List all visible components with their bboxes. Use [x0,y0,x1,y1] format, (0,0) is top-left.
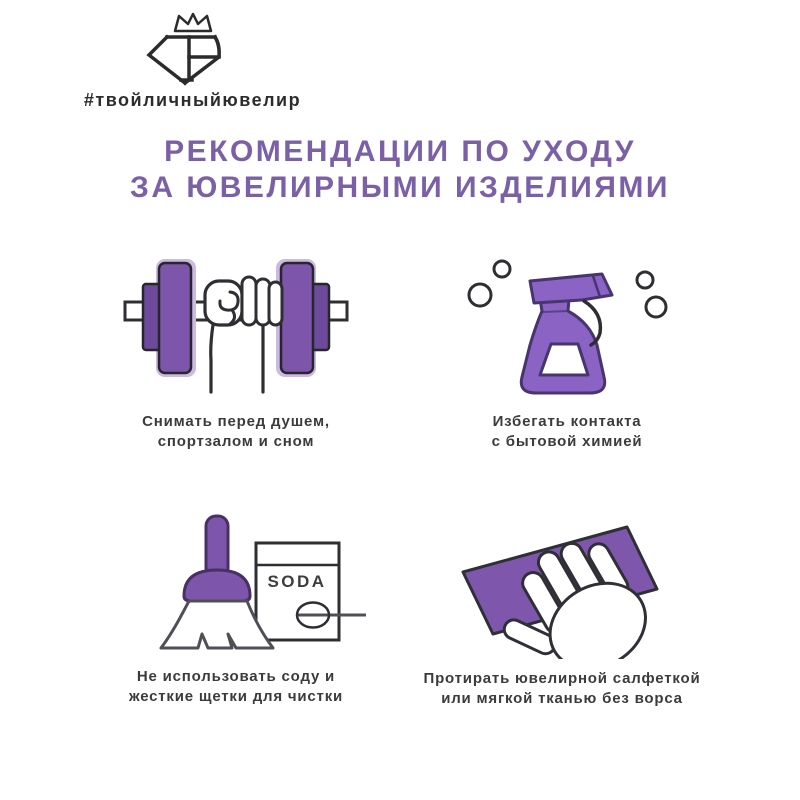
dumbbell-in-fist-icon [111,250,361,405]
brush-and-soda-box-icon [101,508,371,660]
tip-caption-line1: Не использовать соду и [136,668,336,685]
hand-wiping-cloth-icon [442,517,682,659]
page-title [0,134,800,206]
soda-label: SODA [267,572,327,591]
tip-caption-line2: жесткие щетки для чистки [128,688,344,705]
tip-caption [129,667,343,707]
spray-head [530,274,612,303]
tip-caption [424,669,701,709]
tip-avoid-household-chemicals [417,250,717,452]
diamond-crown-logo-icon [133,10,253,88]
brand-hashtag: #твойличныйювелир [83,90,302,110]
soda-box [256,543,366,640]
tip-caption-line1: Избегать контакта [492,413,642,430]
gripping-fist [205,277,282,392]
page-title-line1: РЕКОМЕНДАЦИИ ПО УХОДУ [164,135,636,168]
spray-bottle-icon [452,253,682,403]
tip-caption-line2: с бытовой химией [491,433,643,450]
tip-caption [142,412,330,452]
tip-icon-wrap [101,508,371,660]
tip-caption-line1: Снимать перед душем, [142,413,330,430]
tip-caption [492,412,643,452]
brand-logo [70,10,315,111]
page-title-line2: ЗА ЮВЕЛИРНЫМИ ИЗДЕЛИЯМИ [130,171,670,204]
diamond-monogram [149,37,219,83]
tip-caption-line2: или мягкой тканью без ворса [441,690,683,707]
tip-icon-wrap [452,250,682,405]
spray-neck-seam [543,311,568,312]
dumbbell-right-plates [276,259,329,377]
crown-shape [175,14,211,31]
dumbbell-left-plates [143,259,196,377]
tip-icon-wrap [111,250,361,405]
tip-icon-wrap [442,514,682,662]
tip-no-soda-or-hard-brushes [100,508,372,707]
tip-caption-line1: Протирать ювелирной салфеткой [423,670,701,687]
tip-wipe-with-jewelry-cloth [402,514,722,709]
tip-remove-before-activities [86,250,386,452]
tip-caption-line2: спортзалом и сном [157,433,315,450]
